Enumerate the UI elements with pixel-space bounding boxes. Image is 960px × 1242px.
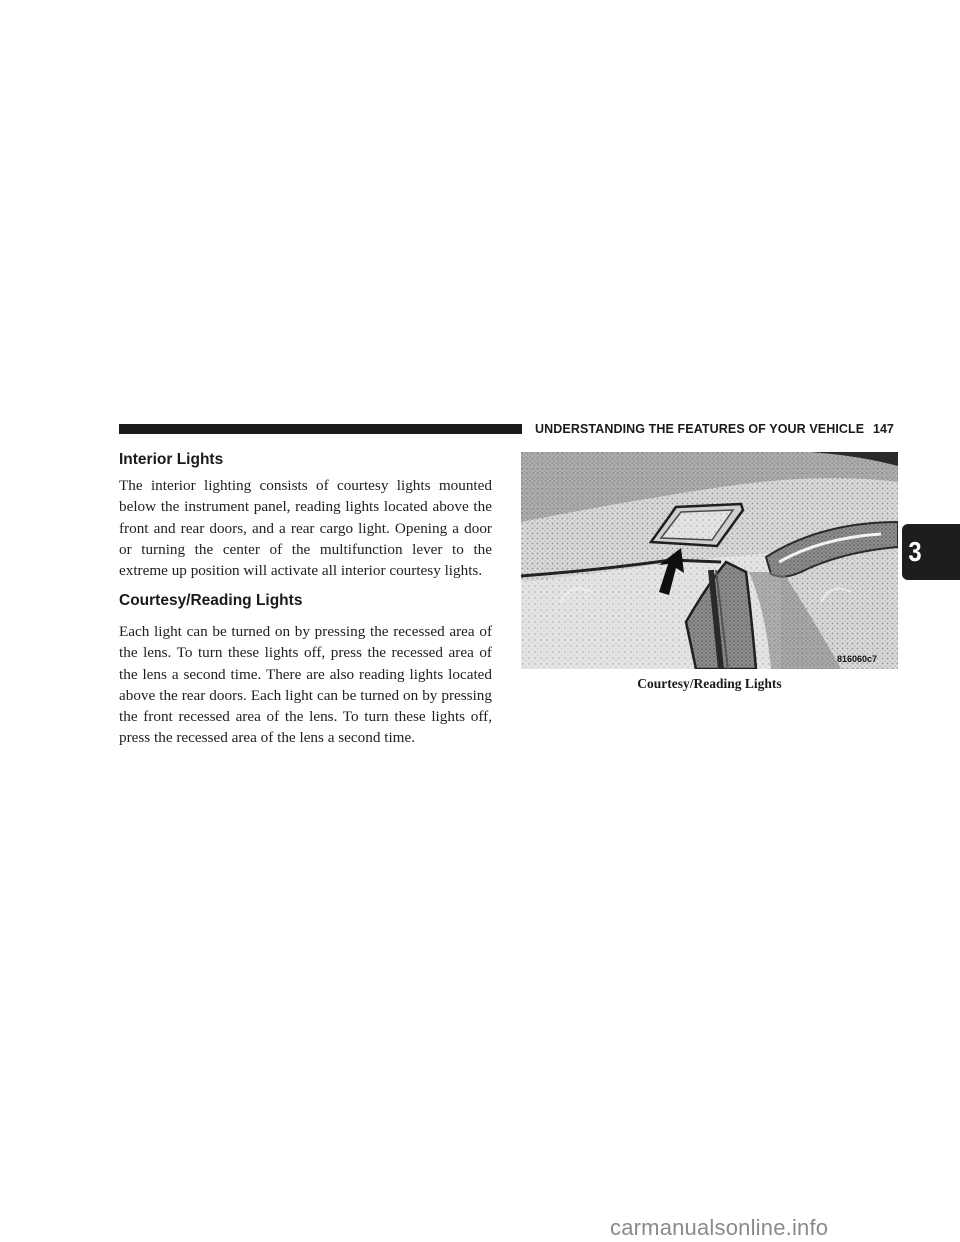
page-number: 147	[873, 422, 894, 436]
section-body-courtesy-reading-lights: Each light can be turned on by pressing the recessed area of the lens. To turn these lights off, press the recessed area of the lens a second time. There are also reading lights located above the rear doors. Each light can be turned on by pressing the front recessed area of the lens. To turn these lights off, press the recessed area of the lens a second time.	[119, 623, 492, 747]
figure-code-label: 816060c7	[837, 654, 878, 664]
section-heading-courtesy-reading-lights: Courtesy/Reading Lights	[119, 592, 303, 609]
section-body-interior-lights: The interior lighting consists of courtesy lights mounted below the instrument panel, reading lights located above the front and rear doors, and a rear cargo light. Opening a door or turning the center of the multifunction lever to the extreme up position will activate all interior courtesy lights.	[119, 477, 492, 580]
section-heading-interior-lights: Interior Lights	[119, 451, 224, 468]
chapter-tab-number: 3	[908, 536, 922, 567]
figure-caption: Courtesy/Reading Lights	[637, 676, 782, 691]
watermark-text: carmanualsonline.info	[610, 1215, 829, 1240]
header-rule-bar	[119, 424, 522, 434]
figure-courtesy-reading-light-illustration	[521, 452, 898, 669]
running-header-title: UNDERSTANDING THE FEATURES OF YOUR VEHICLE	[535, 422, 865, 436]
